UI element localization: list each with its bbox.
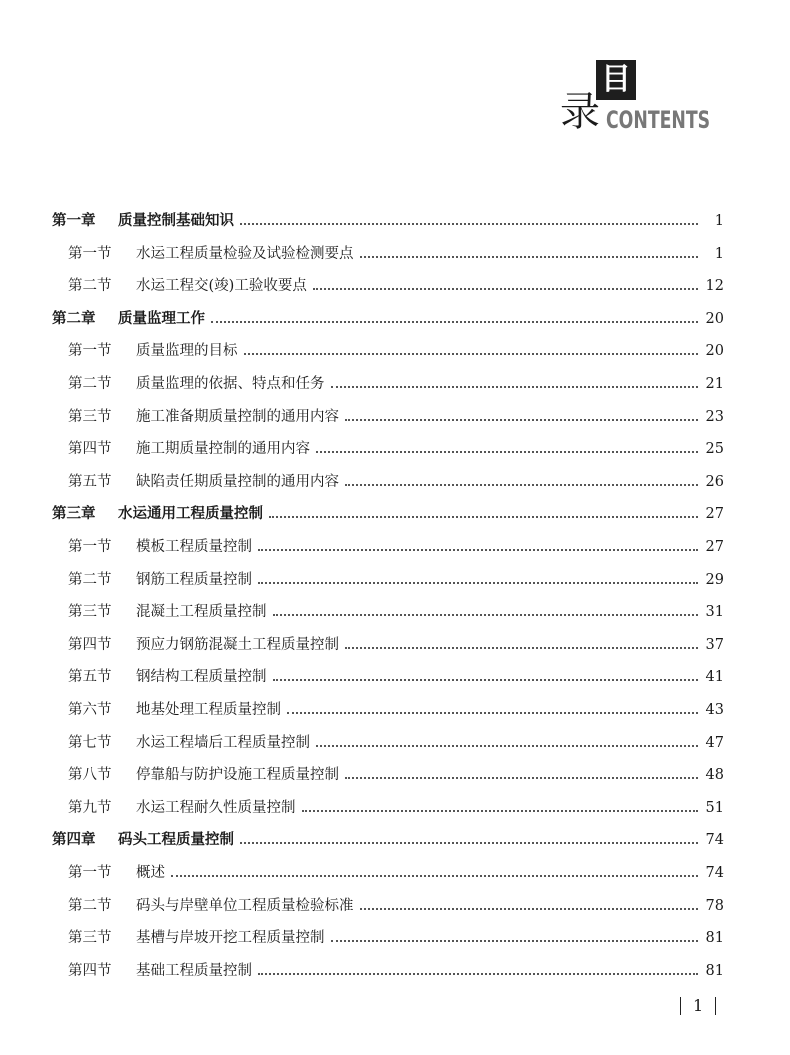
toc-entry-title: 概述: [136, 865, 165, 881]
toc-entry-title: 码头工程质量控制: [118, 831, 234, 849]
toc-entry-number: 第八节: [68, 767, 112, 784]
toc-entry-page: 21: [705, 376, 724, 392]
toc-chapter-row[interactable]: [52, 828, 724, 852]
toc-entry-page: 20: [705, 310, 724, 327]
toc-entry-page: 1: [714, 213, 724, 229]
toc-entry-number: 第一节: [68, 343, 112, 360]
toc-section-row[interactable]: [68, 568, 724, 592]
toc-dot-leader: [345, 647, 698, 649]
toc-dot-leader: [244, 353, 699, 355]
toc-dot-leader: [360, 256, 699, 258]
toc-section-row[interactable]: [68, 372, 724, 396]
toc-dot-leader: [287, 712, 698, 714]
toc-dot-leader: [331, 940, 699, 942]
toc-section-row[interactable]: [68, 470, 724, 494]
toc-section-row[interactable]: [68, 698, 724, 722]
toc-dot-leader: [316, 451, 698, 453]
toc-entry-number: 第一节: [68, 865, 112, 881]
toc-entry-title: 混凝土工程质量控制: [136, 604, 267, 621]
toc-dot-leader: [313, 288, 698, 290]
toc-entry-title: 质量监理工作: [118, 309, 205, 327]
toc-entry-number: 第一章: [52, 212, 96, 229]
header-contents-word: CONTENTS: [606, 106, 711, 134]
toc-entry-page: 74: [705, 832, 724, 849]
toc-dot-leader: [273, 614, 699, 616]
toc-entry-title: 码头与岸壁单位工程质量检验标准: [136, 897, 354, 914]
toc-entry-page: 25: [705, 441, 724, 458]
toc-entry-title: 施工期质量控制的通用内容: [136, 441, 310, 458]
footer-page-number: 1: [693, 996, 704, 1015]
toc-entry-title: 缺陷责任期质量控制的通用内容: [136, 473, 339, 490]
toc-entry-title: 地基处理工程质量控制: [136, 702, 281, 718]
toc-entry-title: 停靠船与防护设施工程质量控制: [136, 767, 339, 784]
toc-section-row[interactable]: [68, 796, 724, 820]
toc-section-row[interactable]: [68, 665, 724, 689]
toc-entry-number: 第一节: [68, 245, 112, 262]
toc-dot-leader: [331, 386, 699, 388]
toc-entry-number: 第二节: [68, 897, 112, 914]
toc-entry-page: 29: [705, 571, 724, 588]
toc-entry-page: 31: [705, 604, 724, 621]
toc-entry-number: 第九节: [68, 799, 112, 816]
toc-entry-page: 81: [705, 930, 724, 947]
toc-dot-leader: [258, 549, 698, 551]
toc-entry-number: 第四章: [52, 831, 96, 849]
toc-entry-page: 26: [705, 473, 724, 490]
toc-dot-leader: [269, 516, 698, 518]
toc-section-row[interactable]: [68, 763, 724, 787]
toc-entry-title: 钢筋工程质量控制: [136, 571, 252, 588]
toc-entry-page: 1: [714, 245, 724, 262]
toc-section-row[interactable]: [68, 242, 724, 266]
toc-chapter-row[interactable]: [52, 209, 724, 233]
toc-dot-leader: [211, 321, 698, 323]
toc-entry-page: 74: [705, 865, 724, 881]
toc-entry-number: 第二章: [52, 309, 96, 327]
toc-dot-leader: [273, 679, 699, 681]
toc-entry-number: 第七节: [68, 734, 112, 751]
toc-entry-number: 第四节: [68, 441, 112, 458]
toc-entry-page: 47: [705, 734, 724, 751]
page-footer: [680, 996, 716, 1015]
toc-entry-number: 第二节: [68, 278, 112, 295]
toc-entry-title: 水运工程交(竣)工验收要点: [136, 278, 307, 295]
toc-dot-leader: [345, 484, 698, 486]
toc-section-row[interactable]: [68, 437, 724, 461]
toc-entry-number: 第四节: [68, 962, 112, 979]
toc-entry-page: 51: [705, 799, 724, 816]
toc-section-row[interactable]: [68, 600, 724, 624]
toc-entry-page: 41: [705, 669, 724, 686]
toc-entry-page: 23: [705, 408, 724, 425]
toc-entry-page: 20: [705, 343, 724, 360]
toc-entry-title: 水运工程耐久性质量控制: [136, 799, 296, 816]
toc-entry-page: 81: [705, 962, 724, 979]
toc-section-row[interactable]: [68, 633, 724, 657]
toc-entry-number: 第五节: [68, 669, 112, 686]
header-mu-char: 目: [596, 60, 636, 100]
toc-entry-title: 预应力钢筋混凝土工程质量控制: [136, 636, 339, 653]
toc-entry-number: 第二节: [68, 376, 112, 392]
toc-section-row[interactable]: [68, 861, 724, 885]
toc-section-row[interactable]: [68, 535, 724, 559]
toc-entry-title: 质量控制基础知识: [118, 212, 234, 229]
toc-dot-leader: [360, 908, 699, 910]
toc-entry-page: 27: [705, 506, 724, 523]
toc-entry-title: 水运通用工程质量控制: [118, 505, 263, 523]
toc-dot-leader: [240, 223, 698, 225]
toc-entry-number: 第三节: [68, 930, 112, 947]
toc-dot-leader: [240, 842, 698, 844]
toc-entry-page: 12: [705, 278, 724, 295]
toc-entry-title: 基础工程质量控制: [136, 962, 252, 979]
toc-section-row[interactable]: [68, 926, 724, 950]
toc-entry-title: 施工准备期质量控制的通用内容: [136, 408, 339, 425]
toc-entry-title: 基槽与岸坡开挖工程质量控制: [136, 930, 325, 947]
toc-entry-title: 质量监理的目标: [136, 343, 238, 360]
toc-dot-leader: [316, 745, 698, 747]
header-lu-char: 录: [560, 89, 600, 135]
toc-entry-title: 钢结构工程质量控制: [136, 669, 267, 686]
toc-entry-page: 27: [705, 539, 724, 555]
toc-dot-leader: [258, 582, 698, 584]
toc-section-row[interactable]: [68, 894, 724, 918]
toc-entry-number: 第一节: [68, 539, 112, 555]
toc-section-row[interactable]: [68, 959, 724, 983]
footer-left-bar: [680, 997, 681, 1015]
toc-entry-number: 第三节: [68, 604, 112, 621]
toc-entry-title: 水运工程墙后工程质量控制: [136, 734, 310, 751]
toc-dot-leader: [345, 419, 698, 421]
toc-entry-number: 第三章: [52, 505, 96, 523]
toc-chapter-row[interactable]: [52, 307, 724, 331]
toc-entry-number: 第三节: [68, 408, 112, 425]
toc-entry-number: 第二节: [68, 571, 112, 588]
toc-section-row[interactable]: [68, 339, 724, 363]
footer-right-bar: [715, 997, 716, 1015]
toc-entry-title: 水运工程质量检验及试验检测要点: [136, 245, 354, 262]
toc-entry-number: 第五节: [68, 473, 112, 490]
toc-entry-page: 43: [705, 702, 724, 718]
toc-dot-leader: [302, 810, 699, 812]
toc-section-row[interactable]: [68, 274, 724, 298]
toc-dot-leader: [345, 777, 698, 779]
toc-entry-title: 模板工程质量控制: [136, 539, 252, 555]
toc-dot-leader: [171, 875, 698, 877]
toc-entry-page: 78: [705, 897, 724, 914]
toc-entry-title: 质量监理的依据、特点和任务: [136, 376, 325, 392]
toc-header: [560, 60, 740, 140]
toc-section-row[interactable]: [68, 731, 724, 755]
toc-entry-page: 48: [705, 767, 724, 784]
toc-entry-page: 37: [705, 636, 724, 653]
toc-entry-number: 第六节: [68, 702, 112, 718]
toc-section-row[interactable]: [68, 405, 724, 429]
toc-entry-number: 第四节: [68, 636, 112, 653]
toc-chapter-row[interactable]: [52, 502, 724, 526]
toc-dot-leader: [258, 973, 698, 975]
